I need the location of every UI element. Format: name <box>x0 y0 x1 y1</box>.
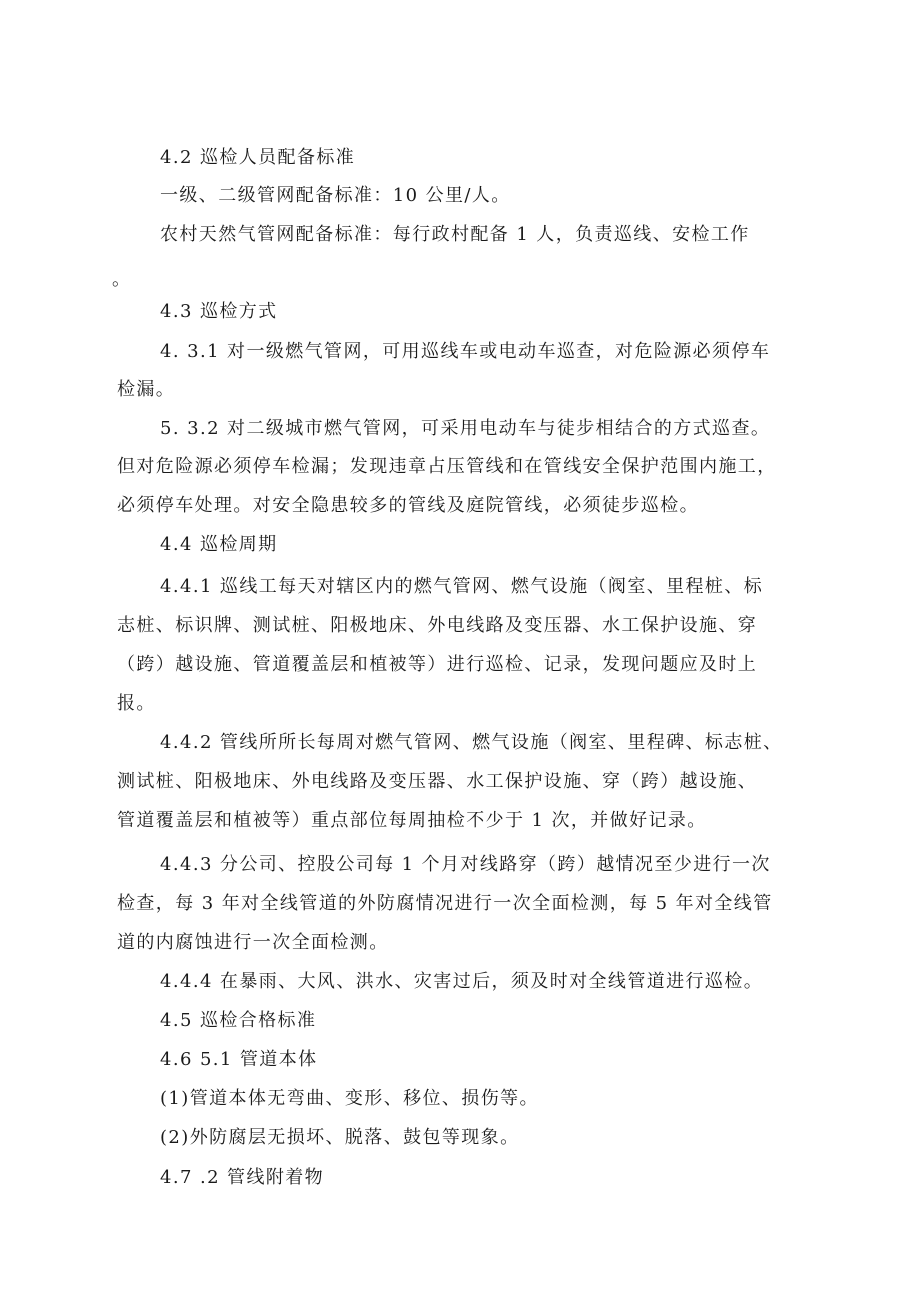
paragraph-line: 志桩、标识牌、测试桩、阳极地床、外电线路及变压器、水工保护设施、穿 <box>117 615 758 636</box>
section-heading-4-7: 4.7 .2 管线附着物 <box>160 1167 325 1188</box>
paragraph-line: 道的内腐蚀进行一次全面检测。 <box>117 932 389 953</box>
paragraph-line: 但对危险源必须停车检漏；发现违章占压管线和在管线安全保护范围内施工， <box>117 456 777 477</box>
section-heading-4-4: 4.4 巡检周期 <box>160 534 278 555</box>
section-heading-4-3: 4.3 巡检方式 <box>160 301 278 322</box>
paragraph-line: 管道覆盖层和植被等）重点部位每周抽检不少于 1 次，并做好记录。 <box>117 810 707 831</box>
paragraph-line: 一级、二级管网配备标准：10 公里/人。 <box>160 185 511 206</box>
section-heading-4-2: 4.2 巡检人员配备标准 <box>160 147 356 168</box>
paragraph-line: 检查，每 3 年对全线管道的外防腐情况进行一次全面检测，每 5 年对全线管 <box>117 893 773 914</box>
paragraph-line: 4.4.1 巡线工每天对辖区内的燃气管网、燃气设施（阀室、里程桩、标 <box>160 576 764 597</box>
paragraph-line: 报。 <box>117 693 156 714</box>
paragraph-line: 必须停车处理。对安全隐患较多的管线及庭院管线，必须徒步巡检。 <box>117 495 699 516</box>
list-item: (1)管道本体无弯曲、变形、移位、损伤等。 <box>160 1088 539 1109</box>
paragraph-line: 。 <box>112 269 132 290</box>
paragraph-line: 4.4.4 在暴雨、大风、洪水、灾害过后，须及时对全线管道进行巡检。 <box>160 971 764 992</box>
section-heading-4-6: 4.6 5.1 管道本体 <box>160 1049 318 1070</box>
paragraph-line: 4.4.2 管线所所长每周对燃气管网、燃气设施（阀室、里程碑、标志桩、 <box>160 732 783 753</box>
list-item: (2)外防腐层无损坏、脱落、鼓包等现象。 <box>160 1127 520 1148</box>
paragraph-line: 4.4.3 分公司、控股公司每 1 个月对线路穿（跨）越情况至少进行一次 <box>160 854 771 875</box>
paragraph-line: 测试桩、阳极地床、外电线路及变压器、水工保护设施、穿（跨）越设施、 <box>117 771 758 792</box>
paragraph-line: 5. 3.2 对二级城市燃气管网，可采用电动车与徒步相结合的方式巡查。 <box>160 418 771 439</box>
paragraph-line: 农村天然气管网配备标准：每行政村配备 1 人，负责巡线、安检工作 <box>160 224 750 245</box>
section-heading-4-5: 4.5 巡检合格标准 <box>160 1010 317 1031</box>
paragraph-line: 检漏。 <box>117 379 176 400</box>
paragraph-line: 4. 3.1 对一级燃气管网，可用巡线车或电动车巡查，对危险源必须停车 <box>160 341 771 362</box>
paragraph-line: （跨）越设施、管道覆盖层和植被等）进行巡检、记录，发现问题应及时上 <box>117 654 758 675</box>
